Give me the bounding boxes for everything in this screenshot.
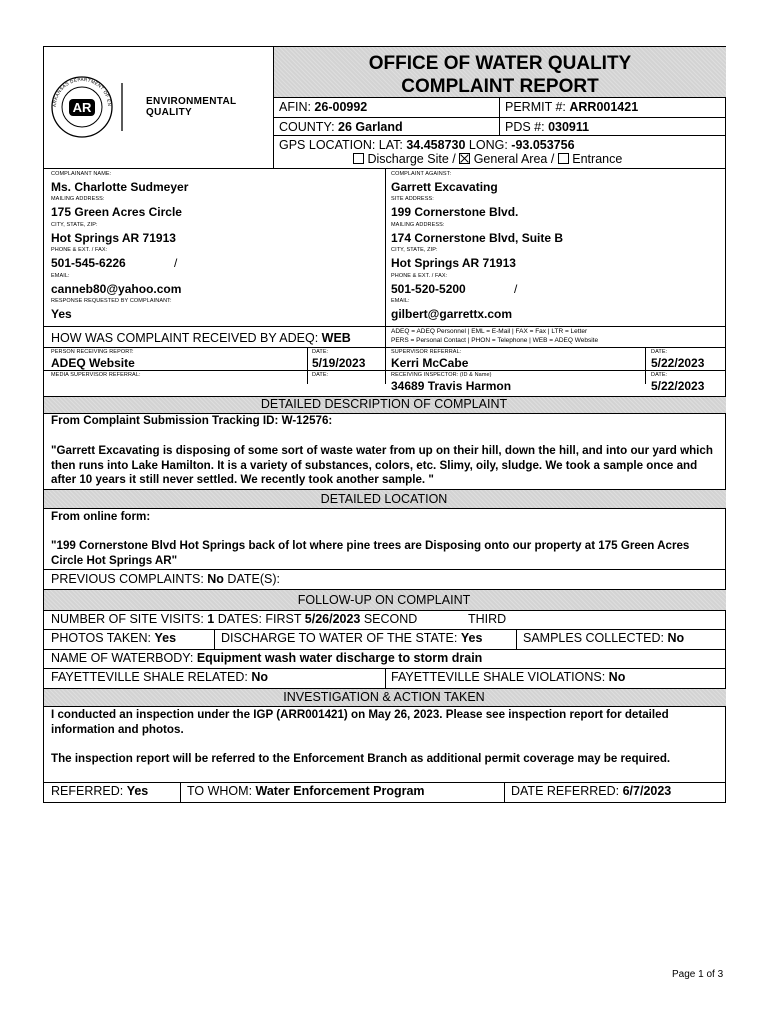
site-visits: NUMBER OF SITE VISITS: 1 DATES: FIRST 5/26/2023 SECOND: [51, 612, 418, 626]
pds-field: PDS #: 030911: [505, 120, 590, 134]
county-field: COUNTY: 26 Garland: [279, 120, 403, 134]
received-legend-line-1: ADEQ = ADEQ Personnel | EML = E-Mail | FAX = Fax | LTR = Letter: [391, 328, 588, 335]
seal-badge-text: AR: [72, 100, 92, 115]
complainant-phone: 501-545-6226: [51, 256, 126, 270]
complainant-address: 175 Green Acres Circle: [51, 205, 182, 219]
report-title-line-1: OFFICE OF WATER QUALITY: [368, 53, 632, 74]
investigation-paragraph-2: The inspection report will be referred to the Enforcement Branch as additional permit coverage may be required.: [51, 752, 671, 765]
inspector-date-label: DATE:: [651, 372, 668, 378]
site-address-label: SITE ADDRESS:: [391, 196, 434, 202]
against-mailing-label: MAILING ADDRESS:: [391, 222, 445, 228]
media-supervisor-label: MEDIA SUPERVISOR REFERRAL:: [51, 372, 141, 378]
longitude-value: -93.053756: [511, 138, 575, 152]
media-date-label: DATE:: [312, 372, 329, 378]
description-heading: DETAILED DESCRIPTION OF COMPLAINT: [260, 397, 508, 411]
complainant-phone-separator: /: [174, 256, 178, 270]
against-city-label: CITY, STATE, ZIP:: [391, 247, 438, 253]
discharge-to-water: DISCHARGE TO WATER OF THE STATE: Yes: [221, 631, 483, 645]
waterbody-name: NAME OF WATERBODY: Equipment wash water discharge to storm drain: [51, 651, 483, 665]
received-method: HOW WAS COMPLAINT RECEIVED BY ADEQ: WEB: [51, 331, 351, 345]
entrance-label: Entrance: [572, 152, 623, 166]
complainant-address-label: MAILING ADDRESS:: [51, 196, 105, 202]
discharge-site-label: Discharge Site /: [367, 152, 456, 166]
svg-text:ARKANSAS DEPARTMENT OF ENERGY: ARKANSAS DEPARTMENT OF EN: [51, 76, 113, 108]
previous-complaints: PREVIOUS COMPLAINTS: No DATE(S):: [51, 572, 280, 586]
supervisor-date-label: DATE:: [651, 349, 668, 355]
supervisor-referral-value: Kerri McCabe: [391, 356, 469, 370]
referred-to-whom: TO WHOM: Water Enforcement Program: [187, 784, 425, 798]
supervisor-date-value: 5/22/2023: [651, 356, 705, 370]
pds-value: 030911: [548, 120, 590, 134]
complainant-name: Ms. Charlotte Sudmeyer: [51, 180, 189, 194]
date-referred: DATE REFERRED: 6/7/2023: [511, 784, 672, 798]
location-type-options: [353, 152, 622, 167]
shale-related: FAYETTEVILLE SHALE RELATED: No: [51, 670, 268, 684]
entrance-checkbox[interactable]: [558, 153, 569, 164]
shale-violations: FAYETTEVILLE SHALE VIOLATIONS: No: [391, 670, 626, 684]
response-requested-value: Yes: [51, 307, 72, 321]
shale-violations-value: No: [608, 670, 626, 684]
discharge-site-checkbox[interactable]: [353, 153, 364, 164]
latitude-value: 34.458730: [406, 138, 466, 152]
third-visit-label: THIRD: [468, 612, 507, 626]
afin-value: 26-00992: [314, 100, 368, 114]
referred-to-whom-value: Water Enforcement Program: [255, 784, 425, 798]
location-source: From online form:: [51, 510, 151, 523]
complainant-city-label: CITY, STATE, ZIP:: [51, 222, 98, 228]
agency-logo: [50, 75, 250, 139]
samples-collected-value: No: [667, 631, 685, 645]
person-receiving-label: PERSON RECEIVING REPORT:: [51, 349, 134, 355]
against-email: gilbert@garrettx.com: [391, 307, 513, 321]
followup-heading: FOLLOW-UP ON COMPLAINT: [297, 593, 471, 607]
investigation-heading: INVESTIGATION & ACTION TAKEN: [283, 690, 485, 704]
logo-line-2: QUALITY: [146, 107, 192, 118]
description-body: "Garrett Excavating is disposing of some sort of waste water from up on their hill, down the hill, and into our yard which then runs into Lake Hamilton. It is a variety of substances, colors, etc. Slimy, oily, sludge. We took a sample once and after 10 years it still never settled. We recently took another sample. ": [51, 444, 713, 486]
permit-value: ARR001421: [569, 100, 639, 114]
page-number: Page 1 of 3: [672, 969, 724, 980]
photos-taken-value: Yes: [154, 631, 177, 645]
previous-complaints-value: No: [207, 572, 224, 586]
person-receiving-value: ADEQ Website: [51, 356, 135, 370]
receiving-inspector-label: RECEIVING INSPECTOR: (ID & Name): [391, 372, 492, 378]
agency-seal-icon: [50, 75, 126, 139]
general-area-label: General Area /: [473, 152, 555, 166]
report-date-value: 5/19/2023: [312, 356, 366, 370]
investigation-paragraph-1: I conducted an inspection under the IGP (ARR001421) on May 26, 2023. Please see inspection report for detailed information and photos.: [51, 708, 669, 736]
against-city: Hot Springs AR 71913: [391, 256, 516, 270]
general-area-checkbox[interactable]: [459, 153, 470, 164]
against-phone-separator: /: [514, 282, 518, 296]
complaint-against-name: Garrett Excavating: [391, 180, 498, 194]
received-method-value: WEB: [321, 331, 351, 345]
against-mailing-address: 174 Cornerstone Blvd, Suite B: [391, 231, 564, 245]
waterbody-name-value: Equipment wash water discharge to storm drain: [196, 651, 483, 665]
photos-taken: PHOTOS TAKEN: Yes: [51, 631, 177, 645]
discharge-to-water-value: Yes: [460, 631, 483, 645]
inspector-date-value: 5/22/2023: [651, 379, 705, 393]
description-source: From Complaint Submission Tracking ID: W-12576:: [51, 414, 333, 427]
samples-collected: SAMPLES COLLECTED: No: [523, 631, 685, 645]
referred: REFERRED: Yes: [51, 784, 149, 798]
complainant-city: Hot Springs AR 71913: [51, 231, 176, 245]
date-referred-value: 6/7/2023: [622, 784, 672, 798]
logo-line-1: ENVIRONMENTAL: [146, 96, 237, 107]
first-visit-date: 5/26/2023: [304, 612, 361, 626]
received-legend-line-2: PERS = Personal Contact | PHON = Telephone | WEB = ADEQ Website: [391, 337, 599, 344]
afin-field: AFIN: 26-00992: [279, 100, 368, 114]
shale-related-value: No: [251, 670, 268, 684]
location-body: "199 Cornerstone Blvd Hot Springs back of lot where pine trees are Disposing onto our property at 175 Green Acres Circle Hot Springs AR": [51, 539, 690, 567]
complaint-report-form: [43, 46, 726, 803]
location-heading: DETAILED LOCATION: [320, 492, 448, 506]
complainant-email: canneb80@yahoo.com: [51, 282, 182, 296]
complainant-phone-label: PHONE & EXT. / FAX:: [51, 247, 108, 253]
referred-value: Yes: [126, 784, 149, 798]
complainant-email-label: EMAIL:: [51, 273, 70, 279]
report-date-label: DATE:: [312, 349, 329, 355]
against-email-label: EMAIL:: [391, 298, 410, 304]
site-address: 199 Cornerstone Blvd.: [391, 205, 519, 219]
gps-location: GPS LOCATION: LAT: 34.458730 LONG: -93.053756: [279, 138, 575, 152]
against-phone-label: PHONE & EXT. / FAX:: [391, 273, 448, 279]
complaint-against-label: COMPLAINT AGAINST:: [391, 171, 452, 177]
report-title-line-2: COMPLAINT REPORT: [401, 76, 599, 97]
response-requested-label: RESPONSE REQUESTED BY COMPLAINANT:: [51, 298, 172, 304]
site-visits-value: 1: [207, 612, 215, 626]
receiving-inspector-value: 34689 Travis Harmon: [391, 379, 512, 393]
county-value: 26 Garland: [338, 120, 403, 134]
permit-field: PERMIT #: ARR001421: [505, 100, 639, 114]
complainant-name-label: COMPLAINANT NAME:: [51, 171, 112, 177]
supervisor-referral-label: SUPERVISOR REFERRAL:: [391, 349, 462, 355]
against-phone: 501-520-5200: [391, 282, 466, 296]
